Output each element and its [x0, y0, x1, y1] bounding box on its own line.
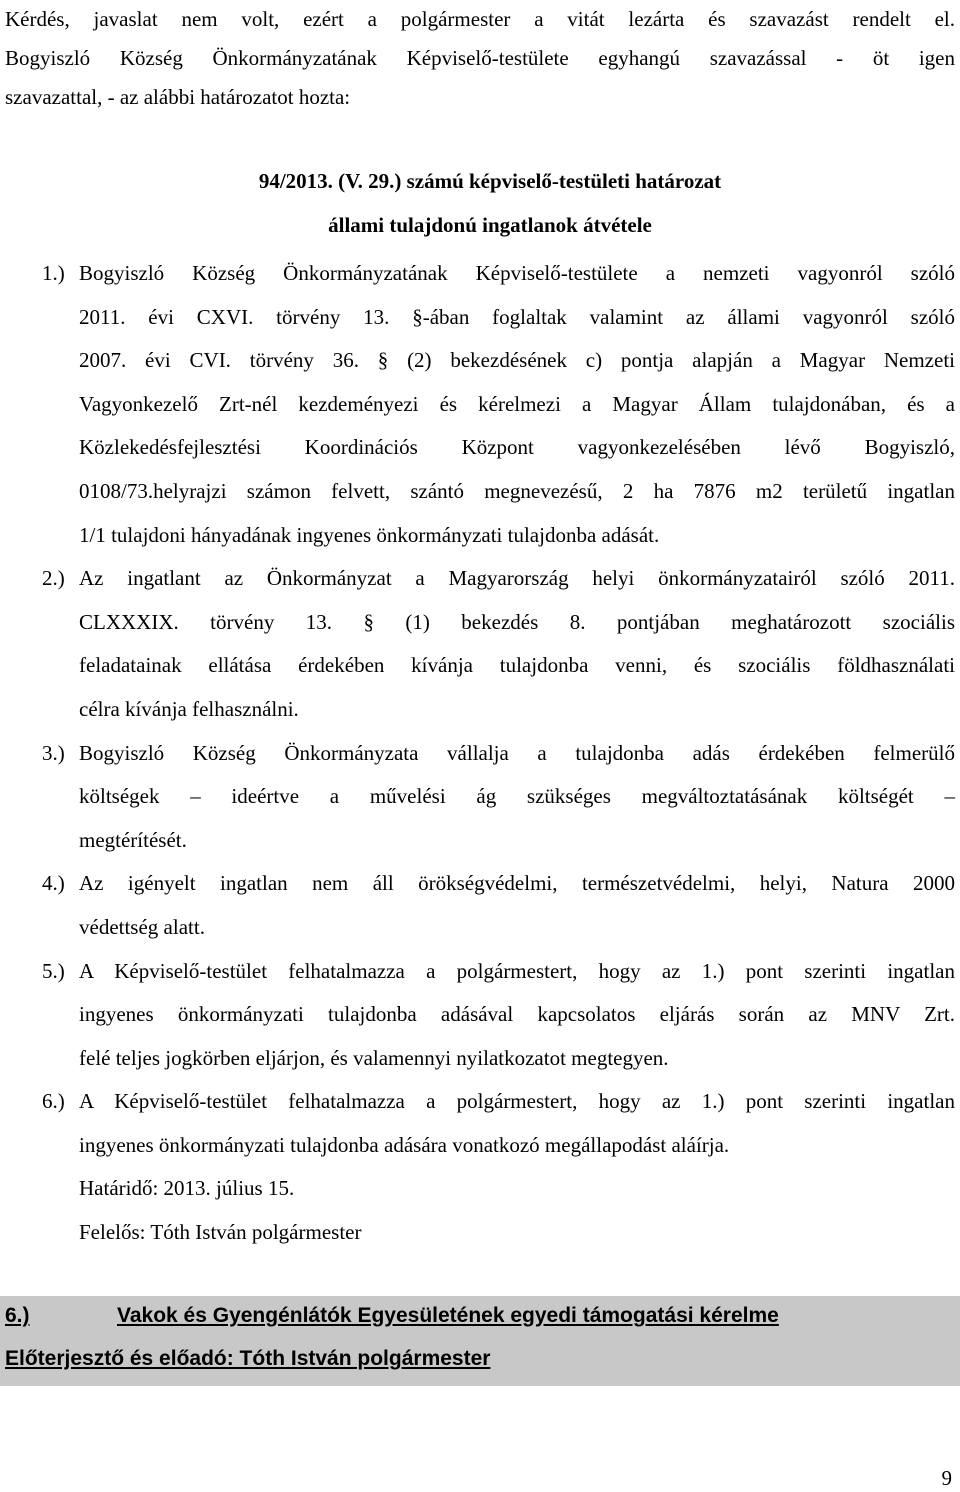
resolution-item-6: [42, 1080, 955, 1167]
item-line: 1/1 tulajdoni hányadának ingyenes önkormányzati tulajdonba adását.: [79, 522, 660, 547]
resolution-item-4: [42, 862, 955, 949]
agenda-item-number: 6.): [5, 1304, 30, 1327]
item-number: 6.): [42, 1089, 65, 1114]
item-line: feladatainak ellátása érdekében kívánja tulajdonba venni, és szociális földhasználati: [79, 653, 955, 678]
agenda-item-heading: [5, 1300, 779, 1332]
resolution-item-5: [42, 950, 955, 1081]
resolution-item-1: [42, 252, 955, 557]
item-line: ingyenes önkormányzati tulajdonba adásával kapcsolatos eljárás során az MNV Zrt.: [79, 1002, 955, 1027]
resolution-number: 94/2013. (V. 29.) számú képviselő-testületi határozat: [258, 169, 722, 193]
item-line: A Képviselő-testület felhatalmazza a polgármestert, hogy az 1.) pont szerinti ingatlan: [79, 1089, 955, 1114]
resolution-items: [42, 252, 955, 1255]
resolution-subject: állami tulajdonú ingatlanok átvétele: [328, 213, 652, 237]
item-line: felé teljes jogkörben eljárjon, és valamennyi nyilatkozatot megtegyen.: [79, 1045, 669, 1070]
item-line: CLXXXIX. törvény 13. § (1) bekezdés 8. pontjában meghatározott szociális: [79, 609, 955, 634]
intro-line: Bogyiszló Község Önkormányzatának Képviselő-testülete egyhangú szavazással - öt igen: [5, 46, 955, 70]
item-line: A Képviselő-testület felhatalmazza a polgármestert, hogy az 1.) pont szerinti ingatlan: [79, 958, 955, 983]
item-line: 2007. évi CVI. törvény 36. § (2) bekezdésének c) pontja alapján a Magyar Nemzeti: [79, 348, 955, 373]
item-line: 0108/73.helyrajzi számon felvett, szántó megnevezésű, 2 ha 7876 m2 területű ingatlan: [79, 478, 955, 503]
deadline: Határidő: 2013. július 15.: [79, 1176, 295, 1201]
agenda-item-title: Vakok és Gyengénlátók Egyesületének egyedi támogatási kérelme: [117, 1304, 779, 1327]
item-number: 3.): [42, 740, 65, 765]
item-line: megtérítését.: [79, 827, 187, 852]
item-number: 4.): [42, 871, 65, 896]
item-line: Az igényelt ingatlan nem áll örökségvédelmi, természetvédelmi, helyi, Natura 2000: [79, 871, 955, 896]
item-line: 2011. évi CXVI. törvény 13. §-ában foglaltak valamint az állami vagyonról szóló: [79, 304, 955, 329]
item-line: védettség alatt.: [79, 914, 205, 939]
item-line: Bogyiszló Község Önkormányzatának Képviselő-testülete a nemzeti vagyonról szóló: [79, 261, 955, 285]
item-line: költségek – ideértve a művelési ág szükséges megváltoztatásának költségét –: [79, 784, 955, 809]
item-line: Bogyiszló Község Önkormányzata vállalja a tulajdonba adás érdekében felmerülő: [79, 740, 955, 765]
item-number: 1.): [42, 261, 65, 285]
item-line: ingyenes önkormányzati tulajdonba adására vonatkozó megállapodást aláírja.: [79, 1132, 730, 1157]
intro-line: szavazattal, - az alábbi határozatot hozta:: [5, 85, 351, 109]
item-line: Közlekedésfejlesztési Koordinációs Központ vagyonkezelésében lévő Bogyiszló,: [79, 435, 955, 460]
agenda-item-presenter: Előterjesztő és előadó: Tóth István polgármester: [5, 1347, 491, 1370]
agenda-item-box: [0, 1296, 960, 1386]
intro-paragraph: [5, 0, 955, 117]
resolution-item-3: [42, 732, 955, 863]
item-number: 5.): [42, 958, 65, 983]
responsible-person: Felelős: Tóth István polgármester: [79, 1220, 362, 1245]
item-line: Az ingatlant az Önkormányzat a Magyarország helyi önkormányzatairól szóló 2011.: [79, 566, 955, 591]
page-number: 9: [941, 1466, 952, 1490]
item-line: célra kívánja felhasználni.: [79, 696, 299, 721]
resolution-item-2: [42, 557, 955, 731]
item-line: Vagyonkezelő Zrt-nél kezdeményezi és kérelmezi a Magyar Állam tulajdonában, és a: [79, 391, 955, 416]
item-number: 2.): [42, 566, 65, 591]
intro-line: Kérdés, javaslat nem volt, ezért a polgármester a vitát lezárta és szavazást rendelt el.: [5, 7, 955, 31]
